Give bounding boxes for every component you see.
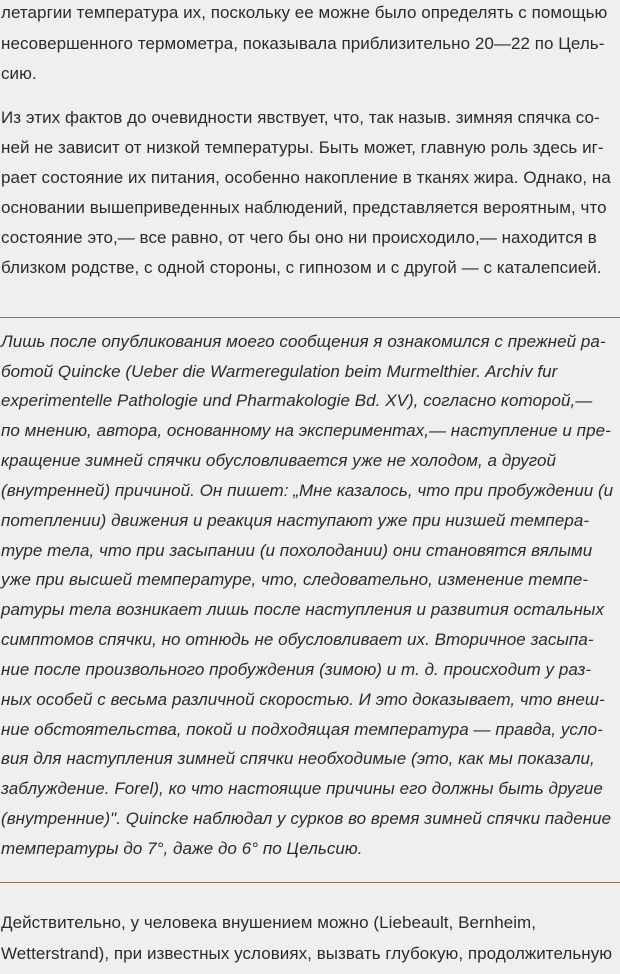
footnote-line: по мнению, автора, основанному на экспериментах,— наступление и пре- [1, 421, 611, 440]
footnote-line: ботой Quincke (Ueber die Warmeregulation beim Murmelthier. Archiv fur [1, 362, 558, 381]
text-line: несовершенного термометра, показывала приблизительно 20—22 по Цель- [1, 34, 605, 53]
footnote-line: (внутренние)". Quincke наблюдал у сурков во время зимней спячки падение [1, 809, 612, 828]
text-line: основании вышеприведенных наблюдений, представляется вероятным, что [1, 198, 607, 217]
footnote-divider-top [0, 317, 620, 318]
footnote-line: симптомов спячки, но отнюдь не обусловливает их. Вторичное засыпа- [1, 630, 594, 649]
text-line: рает состояние их питания, особенно накопление в тканях жира. Однако, на [1, 168, 611, 187]
footnote-line: потеплении) движения и реакция наступают уже при низшей темпера- [1, 511, 590, 530]
footnote-line: experimentelle Pathologie und Pharmakologie Bd. XV), согласно которой,— [1, 391, 593, 410]
text-line: состояние это,— все равно, от чего бы оно ни происходило,— находится в [1, 228, 597, 247]
footnote-line: уже при высшей температуре, что, следовательно, изменение темпе- [1, 570, 589, 589]
footnote-line: температуры до 7°, даже до 6° по Цельсию. [1, 839, 363, 858]
text-line: летаргии температура их, поскольку ее можне было определять с помощью [1, 3, 608, 22]
text-line: близком родстве, с одной стороны, с гипнозом и с другой — с каталепсией. [1, 258, 602, 277]
footnote-line: ных особей с весьма различной скоростью. И это доказывает, что внеш- [1, 690, 605, 709]
text-line: ней не зависит от низкой температуры. Быть может, главную роль здесь иг- [1, 138, 604, 157]
footnote-line: (внутренней) причиной. Он пишет: „Мне казалось, что при пробуждении (и [1, 481, 614, 500]
footnote-line: ние обстоятельства, покой и подходящая температура — правда, усло- [1, 720, 603, 739]
footnote-line: вия для наступления зимней спячки необходимые (это, как мы показали, [1, 749, 595, 768]
text-line: сию. [1, 64, 37, 83]
text-line: Действительно, у человека внушением можно (Liebeault, Bernheim, [1, 913, 537, 932]
footnote-line: кращение зимней спячки обусловливается уже не холодом, а другой [1, 451, 557, 470]
footnote-line: заблуждение. Forel), ко что настоящие причины его должны быть другие [1, 779, 603, 798]
footnote-line: ратуры тела возникает лишь после наступления и развития остальных [1, 600, 604, 619]
footnote-line: Лишь после опубликования моего сообщения я ознакомился с прежней ра- [1, 332, 606, 351]
text-line: Wetterstrand), при известных условиях, вызвать глубокую, продолжительную [1, 944, 613, 963]
text-line: Из этих фактов до очевидности явствует, что, так назыв. зимняя спячка со- [1, 108, 600, 127]
footnote-line: туре тела, что при засыпании (и похолодании) они становятся вялыми [1, 541, 593, 560]
footnote-line: ние после произвольного пробуждения (зимою) и т. д. происходит у раз- [1, 660, 592, 679]
footnote-divider-bottom [0, 882, 620, 883]
